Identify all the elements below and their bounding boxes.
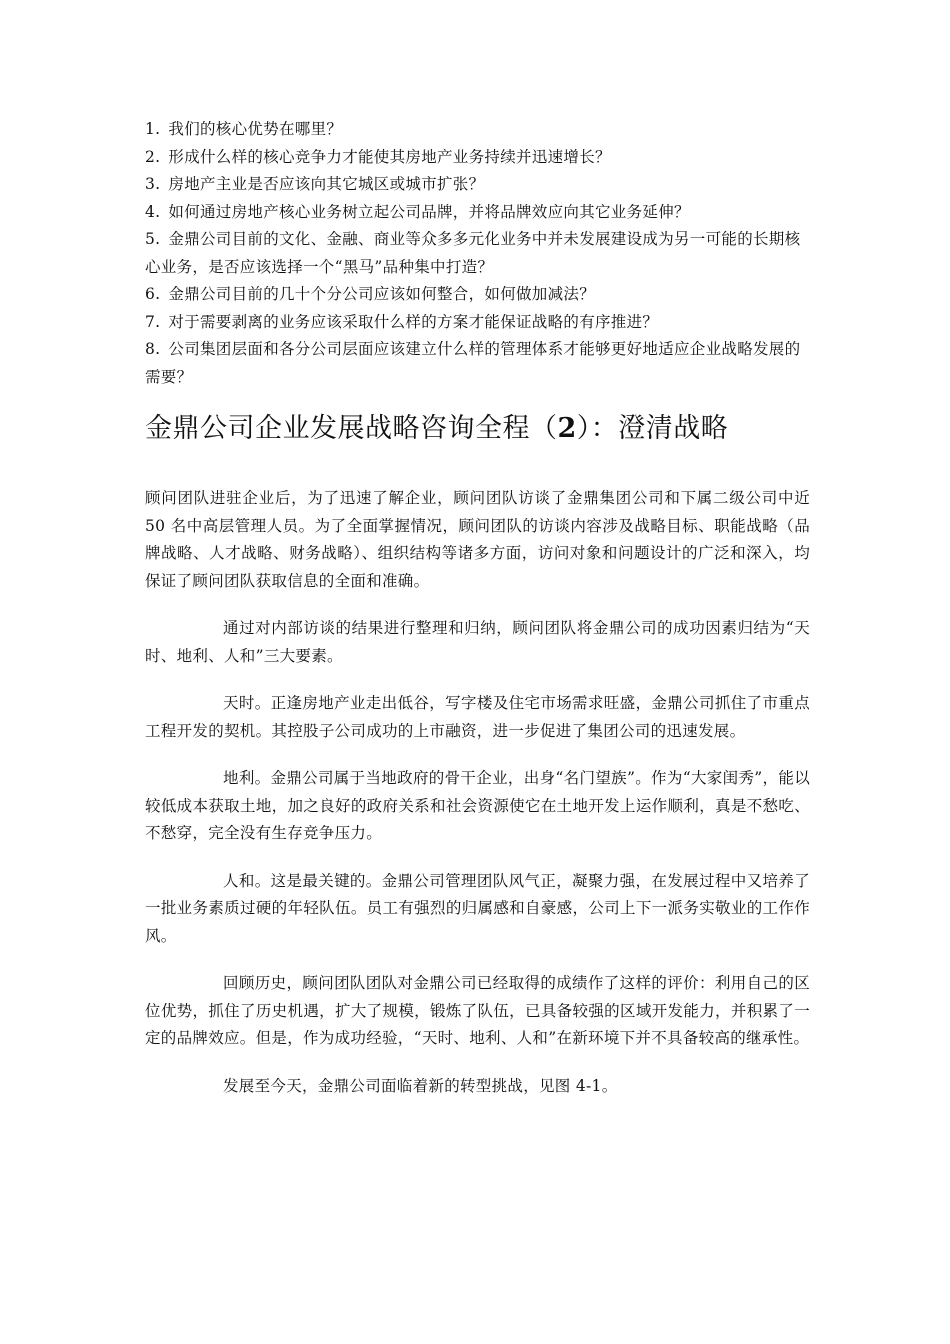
list-item-number: 3.: [145, 175, 161, 193]
list-item-text: 房地产主业是否应该向其它城区或城市扩张？: [168, 175, 485, 193]
list-item-text: 金鼎公司目前的文化、金融、商业等众多多元化业务中并未发展建设成为另一可能的长期核心业务，是否应该选择一个“黑马”品种集中打造？: [145, 230, 801, 276]
list-item-text: 金鼎公司目前的几十个分公司应该如何整合，如何做加减法？: [168, 285, 595, 303]
paragraph-interviews: 顾问团队进驻企业后，为了迅速了解企业，顾问团队访谈了金鼎集团公司和下属二级公司中近 50 名中高层管理人员。为了全面掌握情况，顾问团队的访谈内容涉及战略目标、职能战略（品牌战略、人才战略、财务战略）、组织结构等诸多方面，访问对象和问题设计的广泛和深入，均保证了顾问团队获取信息的全面和准确。: [145, 489, 810, 590]
paragraph-location: 地利。金鼎公司属于当地政府的骨干企业，出身“名门望族”。作为“大家闺秀”，能以较低成本获取土地，加之良好的政府关系和社会资源使它在土地开发上运作顺利，真是不愁吃、不愁穿，完全没有生存竞争压力。: [145, 769, 810, 842]
list-item: [145, 171, 810, 199]
list-item: [145, 116, 810, 144]
list-item: [145, 336, 810, 391]
list-item-number: 5.: [145, 230, 161, 248]
section-heading-number: 2: [557, 413, 577, 444]
list-item-number: 7.: [145, 312, 161, 331]
list-item-text: 对于需要剥离的业务应该采取什么样的方案才能保证战略的有序推进？: [168, 312, 659, 331]
list-item-text: 公司集团层面和各分公司层面应该建立什么样的管理体系才能够更好地适应企业战略发展的需要？: [145, 340, 801, 386]
list-item-number: 1.: [145, 120, 161, 138]
list-item-number: 6.: [145, 285, 161, 303]
list-item-number: 2.: [145, 147, 161, 166]
paragraph-timing: 天时。正逢房地产业走出低谷，写字楼及住宅市场需求旺盛，金鼎公司抓住了市重点工程开发的契机。其控股子公司成功的上市融资，进一步促进了集团公司的迅速发展。: [145, 694, 810, 740]
section-heading: [145, 409, 810, 449]
section-heading-suffix: ）：澄清战略: [576, 413, 729, 444]
paragraph-success-factors: 通过对内部访谈的结果进行整理和归纳，顾问团队将金鼎公司的成功因素归结为“天时、地利、人和”三大要素。: [145, 619, 810, 665]
list-item: [145, 226, 810, 281]
document-body: [145, 116, 810, 1100]
list-item: [145, 199, 810, 227]
paragraph-review: 回顾历史，顾问团队团队对金鼎公司已经取得的成绩作了这样的评价：利用自己的区位优势，抓住了历史机遇，扩大了规模，锻炼了队伍，已具备较强的区域开发能力，并积累了一定的品牌效应。但是，作为成功经验，“天时、地利、人和”在新环境下并不具备较高的继承性。: [145, 974, 810, 1047]
list-item-text: 如何通过房地产核心业务树立起公司品牌，并将品牌效应向其它业务延伸？: [168, 202, 690, 221]
question-list: [145, 116, 810, 391]
list-item-number: 4.: [145, 202, 161, 221]
paragraph-transition: 发展至今天，金鼎公司面临着新的转型挑战，见图 4-1。: [223, 1076, 618, 1095]
list-item: [145, 281, 810, 309]
section-heading-prefix: 金鼎公司企业发展战略咨询全程（: [145, 413, 558, 444]
list-item-text: 我们的核心优势在哪里？: [168, 120, 343, 138]
paragraph-people: 人和。这是最关键的。金鼎公司管理团队风气正，凝聚力强，在发展过程中又培养了一批业务素质过硬的年轻队伍。员工有强烈的归属感和自豪感，公司上下一派务实敬业的工作作风。: [145, 871, 810, 945]
list-item: [145, 144, 810, 172]
list-item-text: 形成什么样的核心竞争力才能使其房地产业务持续并迅速增长？: [168, 147, 611, 166]
list-item: [145, 309, 810, 337]
list-item-number: 8.: [145, 340, 161, 358]
